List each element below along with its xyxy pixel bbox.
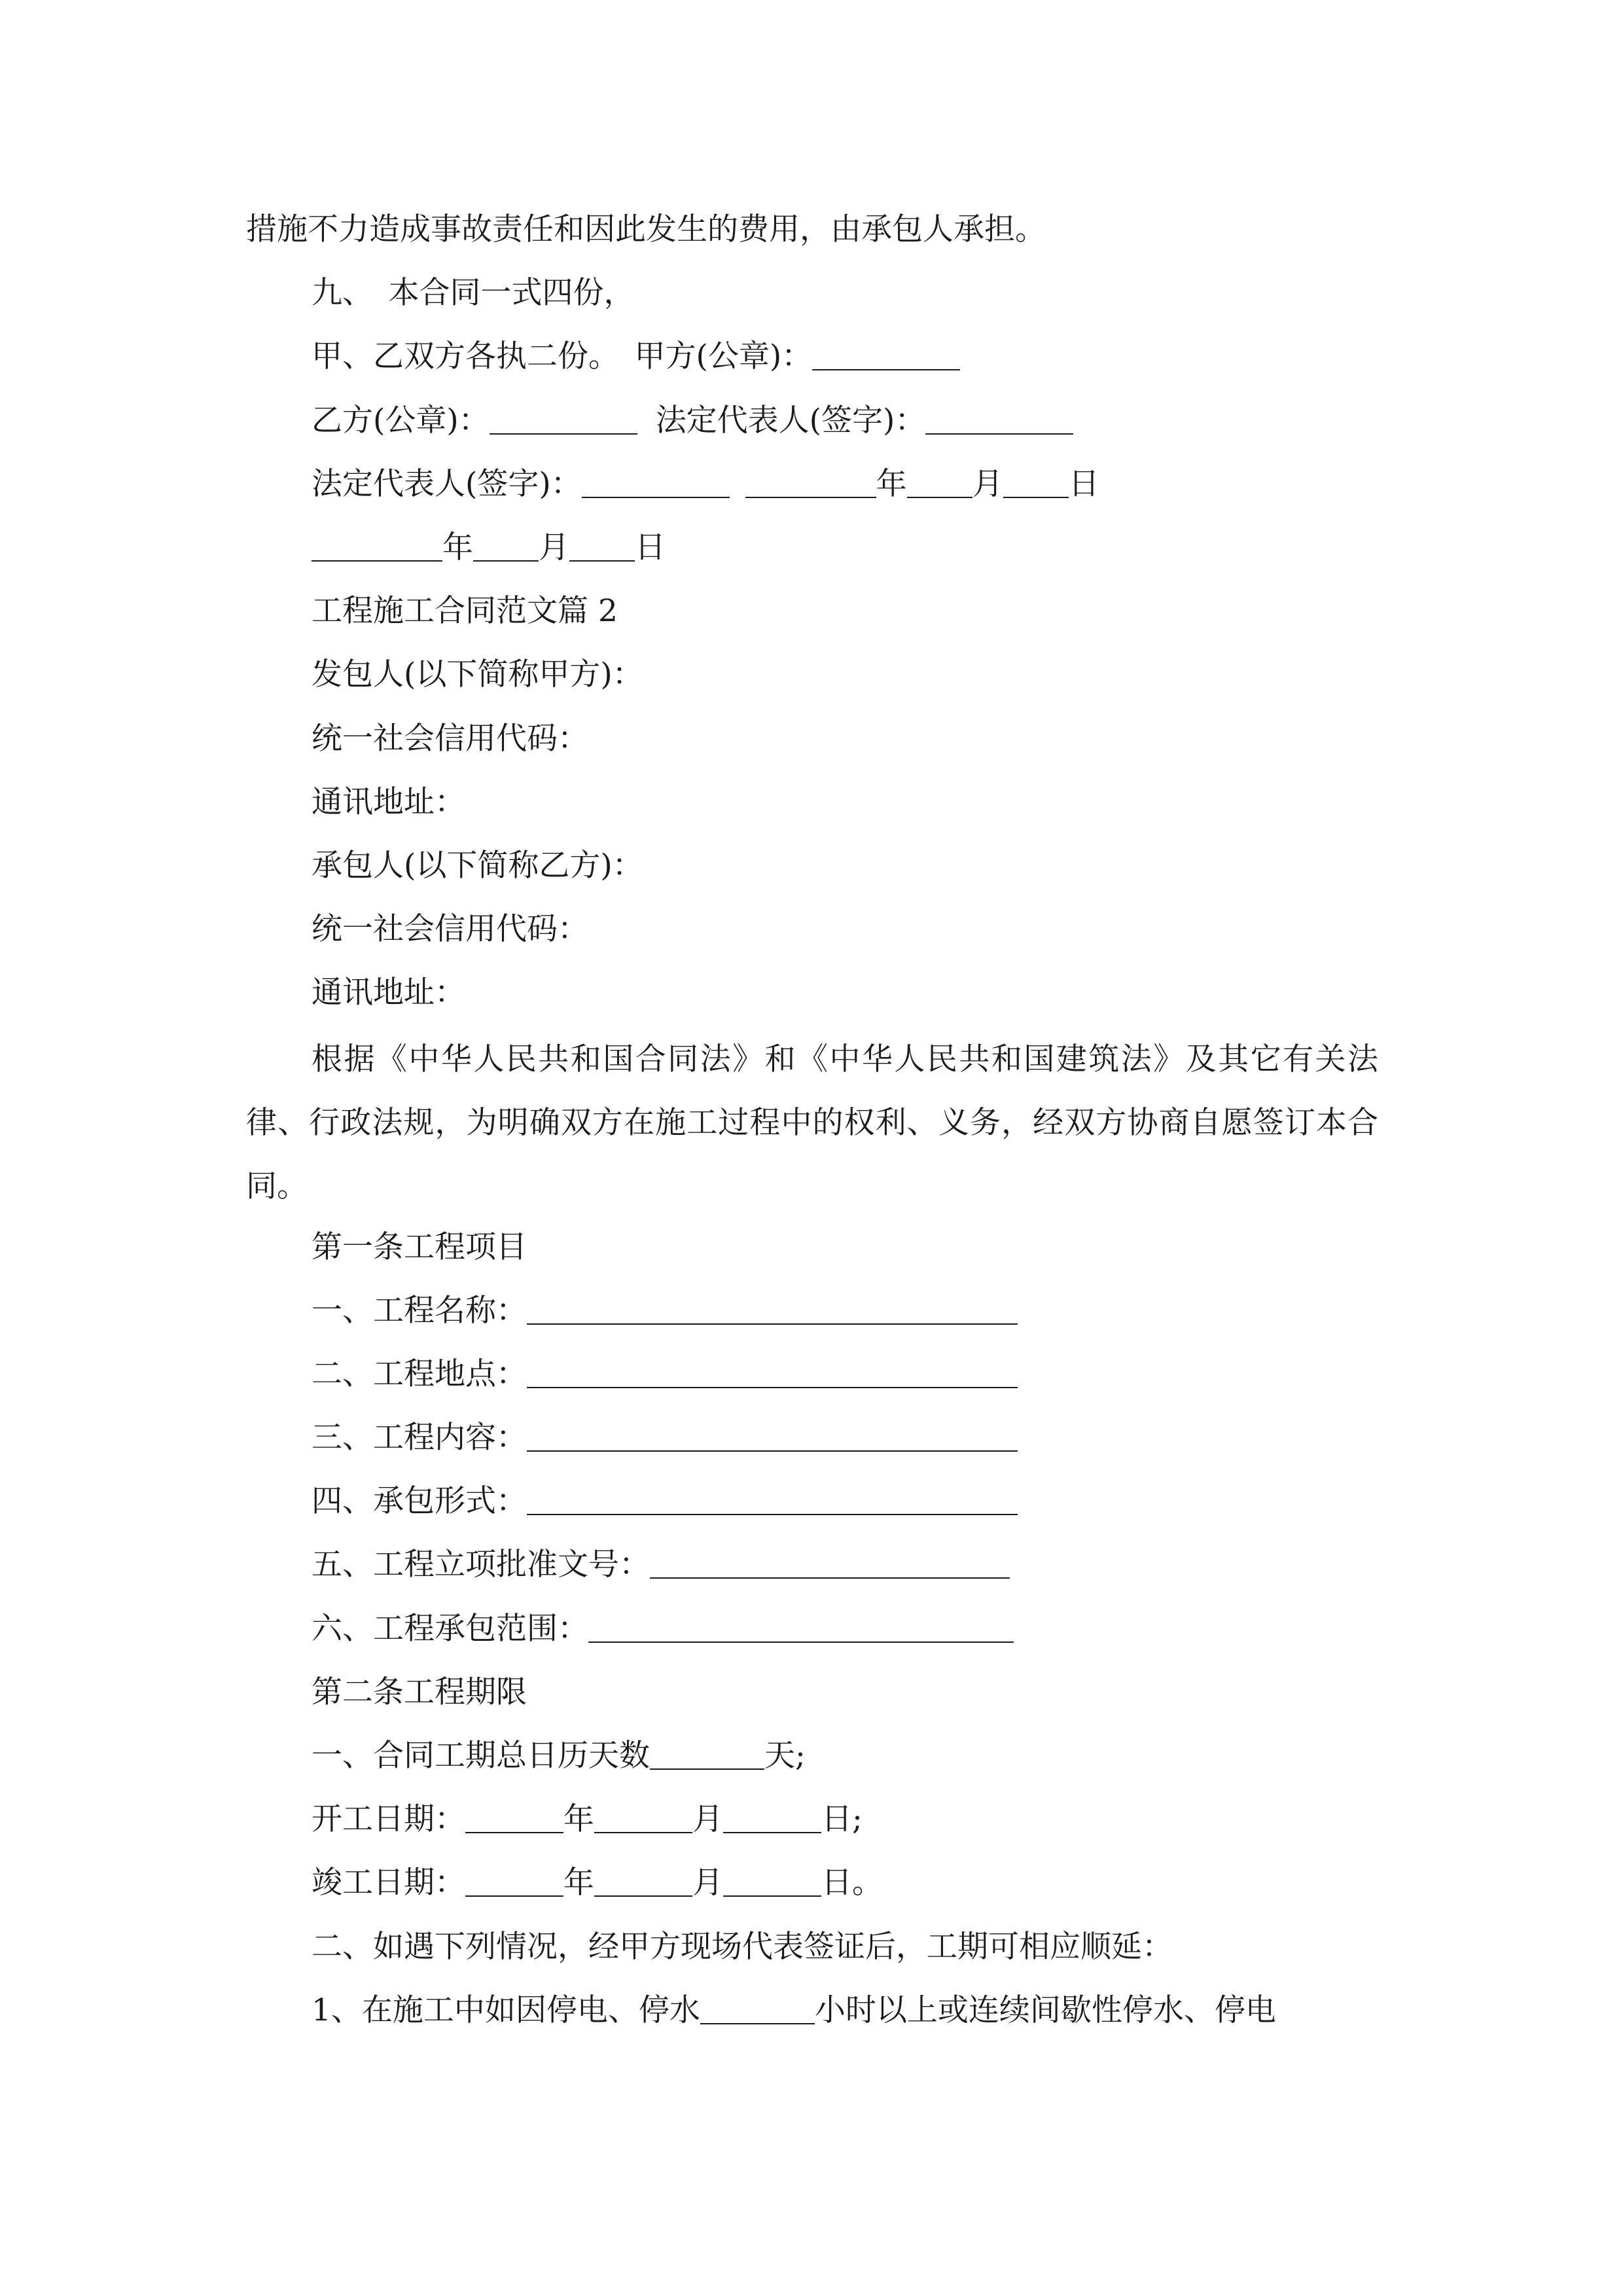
contractor-credit-code-label: 统一社会信用代码： <box>312 911 588 947</box>
contract-form-line: 四、承包形式： <box>312 1481 1018 1522</box>
year-blank <box>745 467 876 498</box>
total-days-line: 一、合同工期总日历天数 天; <box>312 1738 806 1774</box>
signature-date-line: 法定代表人(签字)： 年 月 日 <box>312 466 1099 502</box>
start-date-line: 开工日期： 年 月 日; <box>312 1801 863 1837</box>
employer-label: 发包人(以下简称甲方)： <box>312 656 643 692</box>
month-blank <box>907 467 972 498</box>
article-1-heading: 第一条工程项目 <box>312 1229 527 1265</box>
month-blank <box>594 1865 692 1897</box>
contractor-label: 承包人(以下简称乙方)： <box>312 848 643 884</box>
party-a-seal-blank <box>812 339 960 370</box>
day-blank <box>569 530 635 562</box>
project-location-line: 二、工程地点： <box>312 1354 1018 1395</box>
date-line: 年 月 日 <box>312 528 666 568</box>
contract-form-blank <box>527 1484 1018 1515</box>
text-line: 措施不力造成事故责任和因此发生的费用，由承包人承担。 <box>246 211 1046 247</box>
year-blank <box>312 530 442 562</box>
month-blank <box>473 530 539 562</box>
extension-item-1: 1、在施工中如因停电、停水 小时以上或连续间歇性停水、停电 <box>312 1992 1276 2028</box>
project-location-blank <box>527 1357 1018 1388</box>
day-blank <box>723 1802 821 1833</box>
clause-9: 九、 本合同一式四份， <box>312 275 635 311</box>
year-blank <box>465 1802 563 1833</box>
month-blank <box>594 1802 692 1833</box>
section-title: 工程施工合同范文篇 2 <box>312 593 618 629</box>
basis-paragraph: 根据《中华人民共和国合同法》和《中华人民共和国建筑法》及其它有关法律、行政法规，为明确双方在施工过程中的权利、义务，经双方协商自愿签订本合同。 <box>246 1041 1378 1204</box>
finish-date-line: 竣工日期： 年 月 日。 <box>312 1865 883 1901</box>
extension-clause: 二、如遇下列情况，经甲方现场代表签证后，工期可相应顺延： <box>312 1929 1173 1965</box>
year-blank <box>465 1865 563 1897</box>
approval-number-blank <box>650 1547 1010 1579</box>
day-blank <box>1003 467 1069 498</box>
project-content-blank <box>527 1420 1018 1452</box>
contract-scope-blank <box>588 1611 1014 1643</box>
day-blank <box>723 1865 821 1897</box>
employer-address-label: 通讯地址： <box>312 784 465 820</box>
project-content-line: 三、工程内容： <box>312 1418 1018 1458</box>
party-a-seal-line: 甲、乙双方各执二份。 甲方(公章)： <box>312 336 960 377</box>
article-2-heading: 第二条工程期限 <box>312 1674 527 1710</box>
contractor-address-label: 通讯地址： <box>312 975 465 1011</box>
party-b-seal-blank <box>490 403 637 435</box>
hours-blank <box>700 1993 815 2024</box>
project-name-line: 一、工程名称： <box>312 1291 1018 1331</box>
employer-credit-code-label: 统一社会信用代码： <box>312 721 588 757</box>
contract-scope-line: 六、工程承包范围： <box>312 1609 1014 1649</box>
project-name-blank <box>527 1293 1018 1325</box>
total-days-blank <box>650 1738 764 1770</box>
party-b-signature-blank <box>582 467 730 498</box>
approval-number-line: 五、工程立项批准文号： <box>312 1545 1010 1585</box>
party-a-signature-blank <box>925 403 1073 435</box>
party-b-seal-line: 乙方(公章)： 法定代表人(签字)： <box>312 401 1073 441</box>
